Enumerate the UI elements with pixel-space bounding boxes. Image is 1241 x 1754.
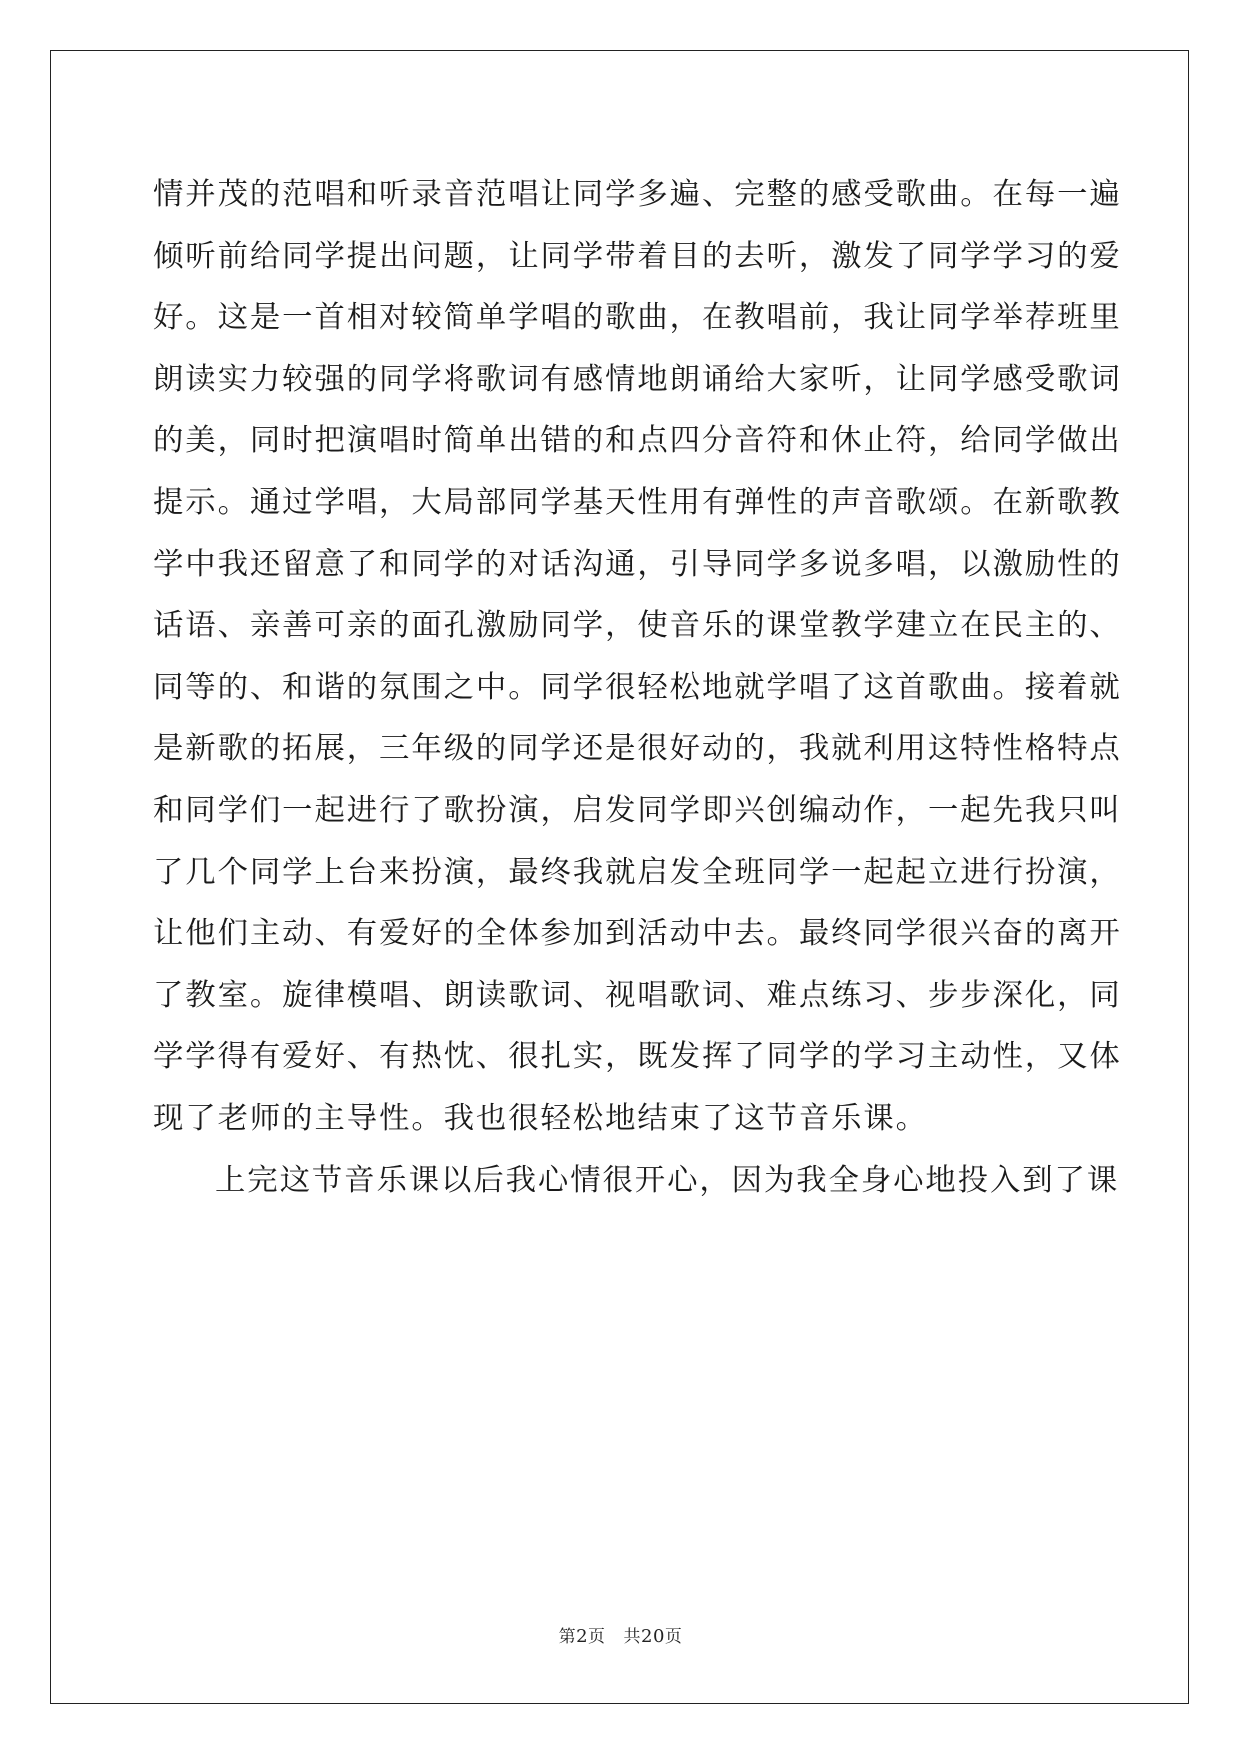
total-suffix: 页 (664, 1627, 683, 1647)
page-number: 2 (576, 1626, 589, 1647)
text-line: 和同学们一起进行了歌扮演，启发同学即兴创编动作，一起先我只叫 (153, 792, 1122, 828)
text-line: 倾听前给同学提出问题，让同学带着目的去听，激发了同学学习的爱 (153, 238, 1122, 274)
text-line: 的美，同时把演唱时简单出错的和点四分音符和休止符，给同学做出 (153, 423, 1122, 459)
document-body (153, 164, 1122, 1211)
text-line: 学中我还留意了和同学的对话沟通，引导同学多说多唱，以激励性的 (153, 546, 1122, 582)
text-line: 是新歌的拓展，三年级的同学还是很好动的，我就利用这特性格特点 (153, 731, 1122, 767)
page-prefix: 第 (558, 1627, 577, 1647)
text-line: 提示。通过学唱，大局部同学基天性用有弹性的声音歌颂。在新歌教 (153, 484, 1122, 520)
text-line: 学学得有爱好、有热忱、很扎实，既发挥了同学的学习主动性，又体 (153, 1039, 1122, 1075)
text-line: 了教室。旋律模唱、朗读歌词、视唱歌词、难点练习、步步深化，同 (153, 977, 1122, 1013)
text-line: 好。这是一首相对较简单学唱的歌曲，在教唱前，我让同学举荐班里 (153, 300, 1122, 336)
text-line: 话语、亲善可亲的面孔激励同学，使音乐的课堂教学建立在民主的、 (153, 608, 1122, 644)
total-pages: 20 (641, 1626, 665, 1647)
text-line: 朗读实力较强的同学将歌词有感情地朗诵给大家听，让同学感受歌词 (153, 361, 1122, 397)
paragraph-start-line: 上完这节音乐课以后我心情很开心，因为我全身心地投入到了课 (215, 1162, 1120, 1198)
text-line: 情并茂的范唱和听录音范唱让同学多遍、完整的感受歌曲。在每一遍 (153, 177, 1122, 212)
text-line: 现了老师的主导性。我也很轻松地结束了这节音乐课。 (153, 1100, 928, 1136)
text-line: 了几个同学上台来扮演，最终我就启发全班同学一起起立进行扮演， (153, 854, 1122, 890)
page-suffix: 页 (588, 1627, 606, 1647)
total-prefix: 共 (623, 1627, 642, 1647)
page-footer (0, 1622, 1241, 1647)
text-line: 同等的、和谐的氛围之中。同学很轻松地就学唱了这首歌曲。接着就 (153, 669, 1122, 705)
text-line: 让他们主动、有爱好的全体参加到活动中去。最终同学很兴奋的离开 (153, 916, 1122, 952)
